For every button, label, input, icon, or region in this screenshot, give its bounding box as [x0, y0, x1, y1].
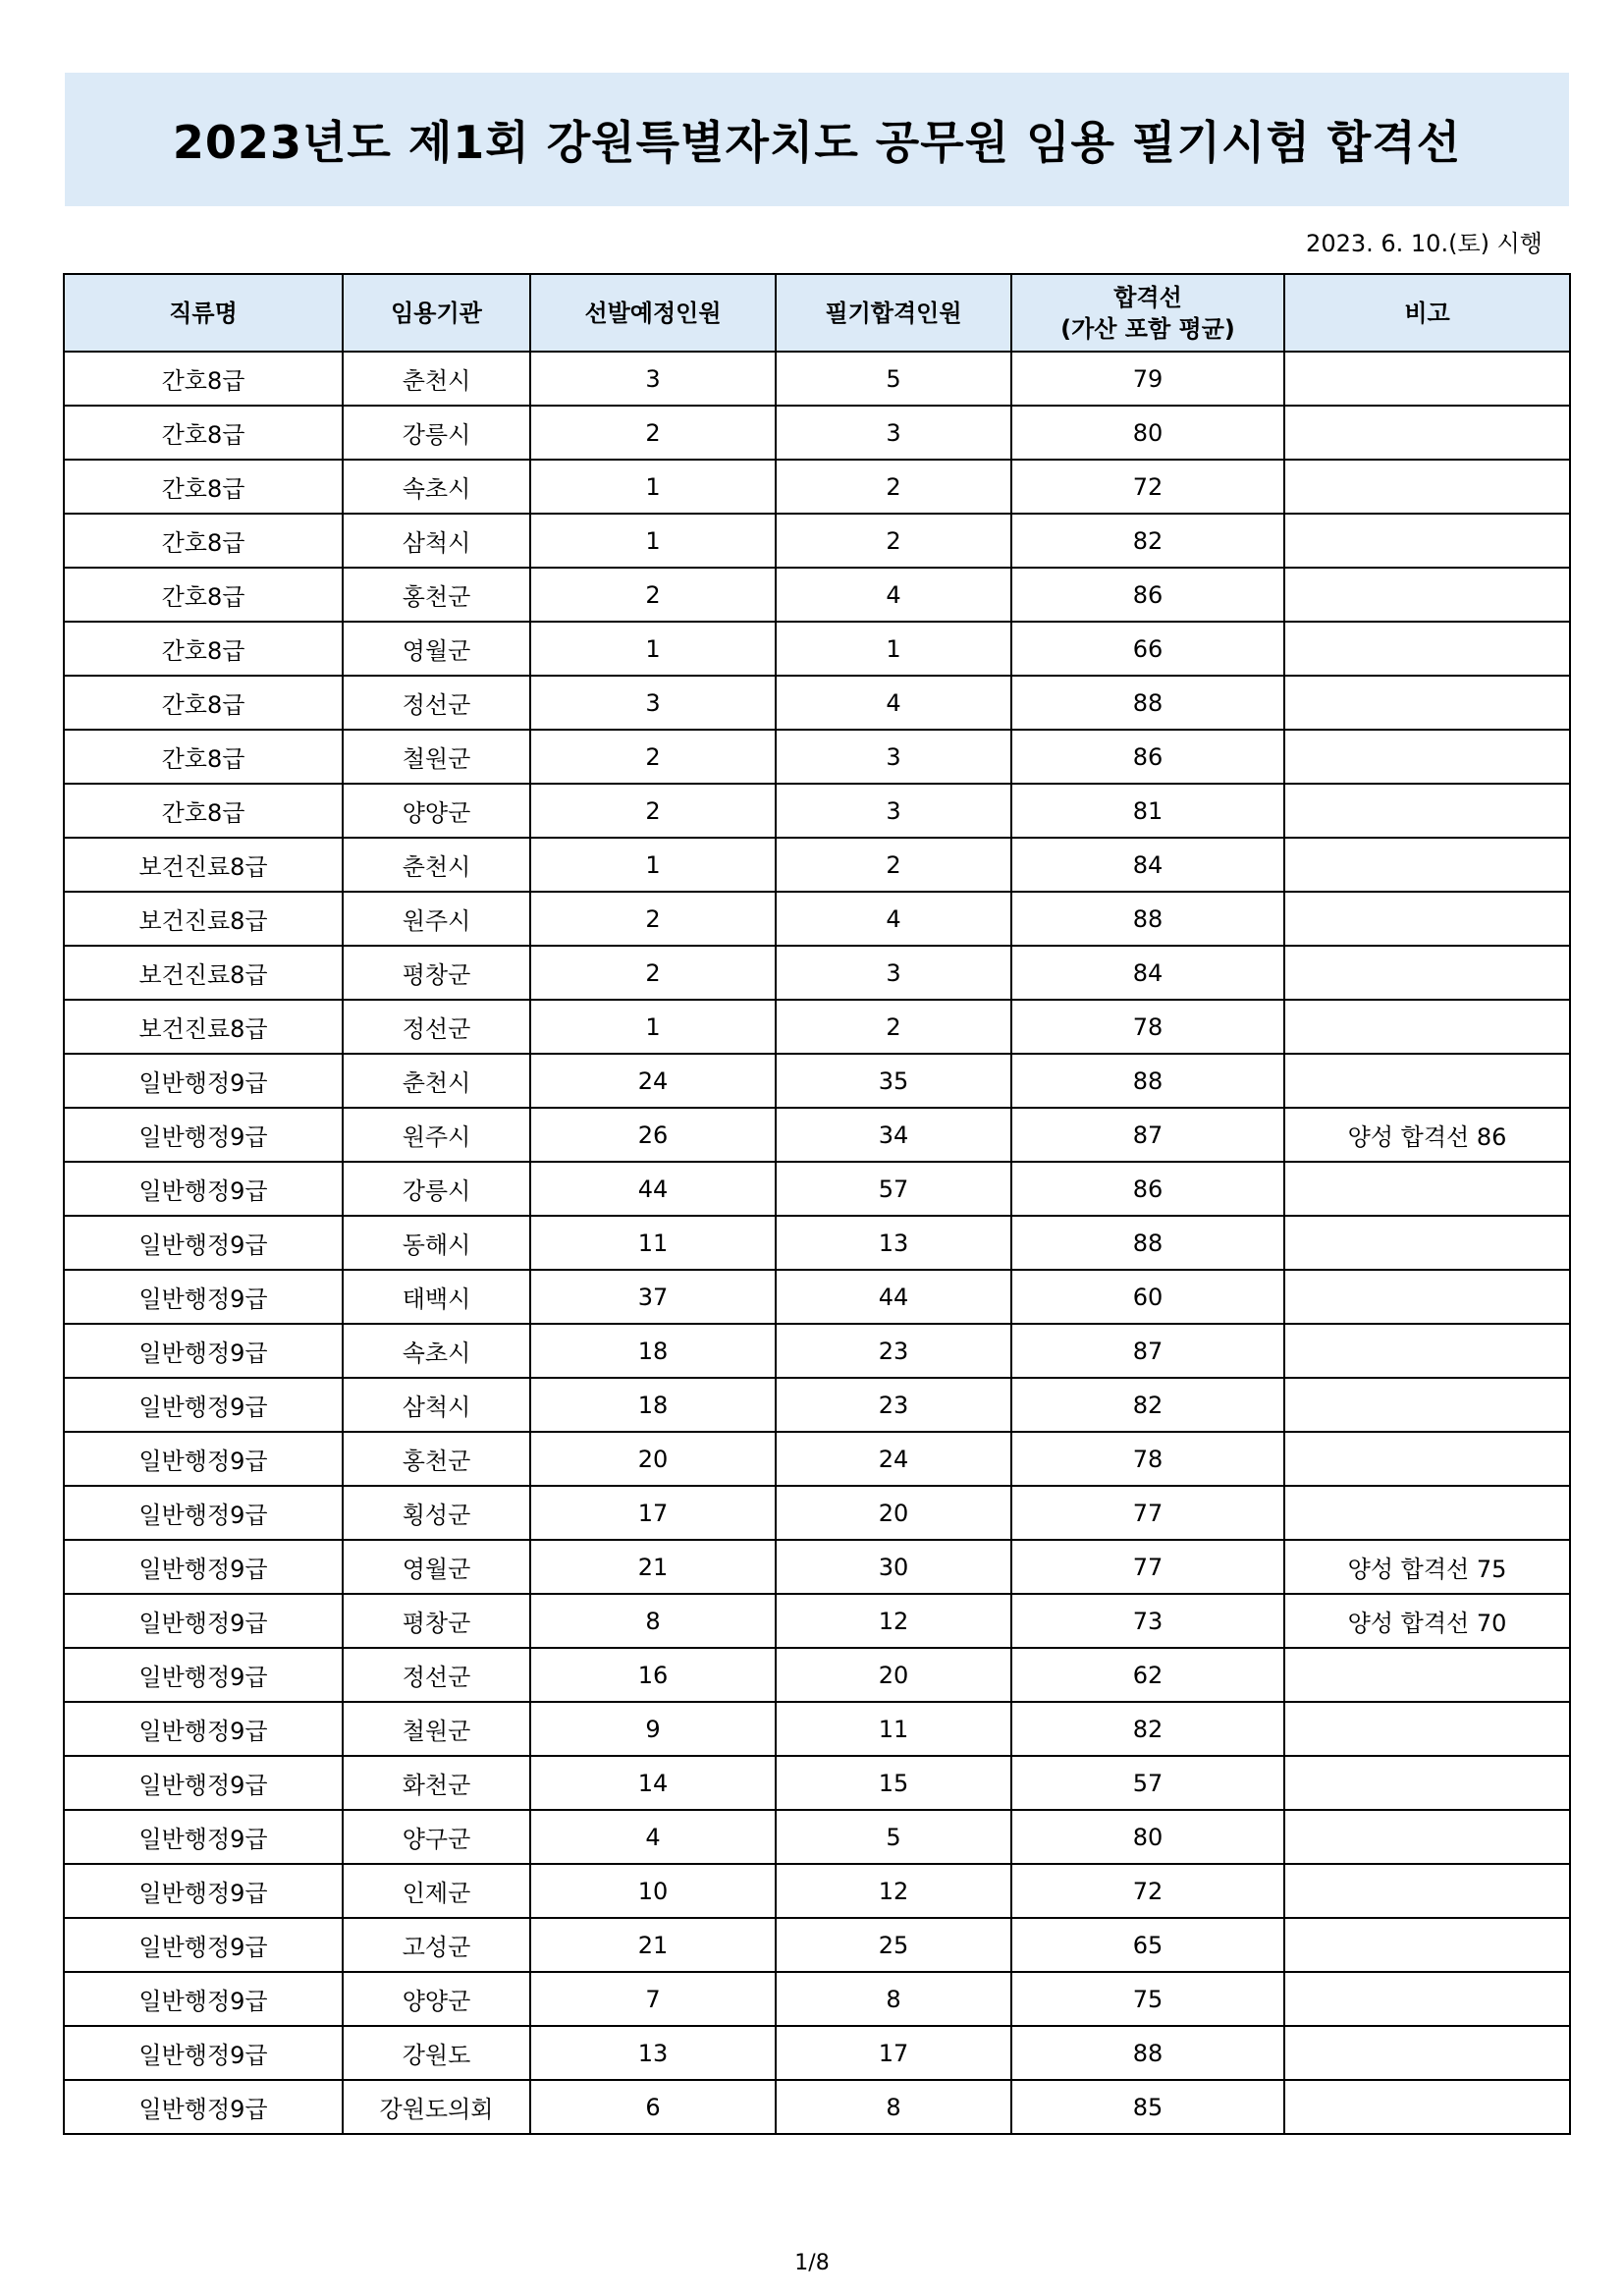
cell-note — [1284, 1432, 1570, 1486]
cell-planned: 2 — [530, 784, 776, 838]
cell-planned: 7 — [530, 1972, 776, 2026]
cell-agency: 횡성군 — [343, 1486, 530, 1540]
cell-agency: 철원군 — [343, 1702, 530, 1756]
cell-planned: 13 — [530, 2026, 776, 2080]
cell-planned: 1 — [530, 1000, 776, 1054]
cell-passed: 1 — [776, 622, 1011, 676]
cell-planned: 1 — [530, 622, 776, 676]
cell-job: 일반행정9급 — [64, 1756, 343, 1810]
cell-agency: 정선군 — [343, 1000, 530, 1054]
table-row — [64, 1648, 1570, 1702]
cell-agency: 인제군 — [343, 1864, 530, 1918]
cell-passed: 2 — [776, 838, 1011, 892]
cell-agency: 영월군 — [343, 1540, 530, 1594]
cell-passed: 4 — [776, 676, 1011, 730]
cell-note — [1284, 2080, 1570, 2134]
cell-job: 일반행정9급 — [64, 1162, 343, 1216]
cell-note — [1284, 1648, 1570, 1702]
cell-cutoff: 77 — [1011, 1486, 1284, 1540]
cell-job: 일반행정9급 — [64, 1540, 343, 1594]
cell-note — [1284, 1972, 1570, 2026]
cell-planned: 11 — [530, 1216, 776, 1270]
cell-job: 간호8급 — [64, 514, 343, 568]
cell-planned: 21 — [530, 1918, 776, 1972]
cell-cutoff: 87 — [1011, 1108, 1284, 1162]
table-row — [64, 1000, 1570, 1054]
cell-cutoff: 84 — [1011, 946, 1284, 1000]
cell-note — [1284, 2026, 1570, 2080]
cell-job: 간호8급 — [64, 784, 343, 838]
cell-note — [1284, 352, 1570, 406]
cell-cutoff: 82 — [1011, 514, 1284, 568]
cell-job: 일반행정9급 — [64, 1594, 343, 1648]
cell-agency: 홍천군 — [343, 1432, 530, 1486]
cell-job: 일반행정9급 — [64, 1648, 343, 1702]
cell-cutoff: 77 — [1011, 1540, 1284, 1594]
cell-job: 일반행정9급 — [64, 1324, 343, 1378]
cell-passed: 11 — [776, 1702, 1011, 1756]
cell-cutoff: 72 — [1011, 460, 1284, 514]
table-row — [64, 676, 1570, 730]
cell-agency: 평창군 — [343, 1594, 530, 1648]
cell-job: 간호8급 — [64, 568, 343, 622]
table-row — [64, 1378, 1570, 1432]
cell-note — [1284, 1216, 1570, 1270]
cell-note — [1284, 676, 1570, 730]
cell-agency: 속초시 — [343, 1324, 530, 1378]
cell-planned: 3 — [530, 676, 776, 730]
cell-passed: 5 — [776, 1810, 1011, 1864]
table-row — [64, 568, 1570, 622]
cell-cutoff: 78 — [1011, 1432, 1284, 1486]
table-row — [64, 730, 1570, 784]
table-row — [64, 1486, 1570, 1540]
cell-passed: 30 — [776, 1540, 1011, 1594]
table-row — [64, 1270, 1570, 1324]
cell-cutoff: 84 — [1011, 838, 1284, 892]
cell-passed: 20 — [776, 1486, 1011, 1540]
cell-passed: 35 — [776, 1054, 1011, 1108]
cell-note — [1284, 1162, 1570, 1216]
page-title: 2023년도 제1회 강원특별자치도 공무원 임용 필기시험 합격선 — [172, 116, 1462, 169]
table-row — [64, 1918, 1570, 1972]
cell-cutoff: 60 — [1011, 1270, 1284, 1324]
header-job: 직류명 — [64, 274, 343, 352]
cell-planned: 6 — [530, 2080, 776, 2134]
cell-cutoff: 62 — [1011, 1648, 1284, 1702]
cell-passed: 24 — [776, 1432, 1011, 1486]
cell-note: 양성 합격선 75 — [1284, 1540, 1570, 1594]
cell-planned: 37 — [530, 1270, 776, 1324]
cell-planned: 20 — [530, 1432, 776, 1486]
cell-passed: 12 — [776, 1864, 1011, 1918]
cell-agency: 철원군 — [343, 730, 530, 784]
cell-agency: 강원도 — [343, 2026, 530, 2080]
cell-note — [1284, 1270, 1570, 1324]
cell-note — [1284, 1864, 1570, 1918]
cell-agency: 화천군 — [343, 1756, 530, 1810]
cell-cutoff: 75 — [1011, 1972, 1284, 2026]
cell-agency: 평창군 — [343, 946, 530, 1000]
cell-cutoff: 85 — [1011, 2080, 1284, 2134]
cell-job: 간호8급 — [64, 406, 343, 460]
table-row — [64, 1756, 1570, 1810]
cell-passed: 2 — [776, 1000, 1011, 1054]
cell-planned: 8 — [530, 1594, 776, 1648]
cell-note — [1284, 784, 1570, 838]
table-body — [64, 352, 1570, 2134]
cell-job: 일반행정9급 — [64, 1378, 343, 1432]
cell-agency: 춘천시 — [343, 352, 530, 406]
table-row — [64, 1162, 1570, 1216]
cell-cutoff: 86 — [1011, 568, 1284, 622]
cell-cutoff: 87 — [1011, 1324, 1284, 1378]
table-row — [64, 1594, 1570, 1648]
cell-note — [1284, 622, 1570, 676]
cell-job: 간호8급 — [64, 622, 343, 676]
table-row — [64, 2026, 1570, 2080]
cell-agency: 홍천군 — [343, 568, 530, 622]
cell-job: 일반행정9급 — [64, 1702, 343, 1756]
cell-cutoff: 65 — [1011, 1918, 1284, 1972]
cell-planned: 26 — [530, 1108, 776, 1162]
cell-agency: 춘천시 — [343, 1054, 530, 1108]
table-row — [64, 892, 1570, 946]
cell-note — [1284, 1918, 1570, 1972]
header-agency: 임용기관 — [343, 274, 530, 352]
header-note: 비고 — [1284, 274, 1570, 352]
header-cutoff-subtitle: (가산 포함 평균) — [1060, 314, 1235, 343]
cell-note: 양성 합격선 70 — [1284, 1594, 1570, 1648]
cell-job: 일반행정9급 — [64, 1972, 343, 2026]
cell-cutoff: 86 — [1011, 730, 1284, 784]
cell-passed: 17 — [776, 2026, 1011, 2080]
cell-note — [1284, 1756, 1570, 1810]
cell-cutoff: 80 — [1011, 1810, 1284, 1864]
header-cutoff-title: 합격선 — [1113, 283, 1182, 311]
cell-agency: 정선군 — [343, 1648, 530, 1702]
cell-job: 일반행정9급 — [64, 1918, 343, 1972]
cell-cutoff: 86 — [1011, 1162, 1284, 1216]
cell-passed: 13 — [776, 1216, 1011, 1270]
cell-note — [1284, 1702, 1570, 1756]
cell-cutoff: 82 — [1011, 1378, 1284, 1432]
cell-job: 보건진료8급 — [64, 892, 343, 946]
table-row — [64, 2080, 1570, 2134]
cell-cutoff: 88 — [1011, 892, 1284, 946]
cell-note — [1284, 1486, 1570, 1540]
cell-job: 보건진료8급 — [64, 838, 343, 892]
cell-planned: 16 — [530, 1648, 776, 1702]
cell-agency: 원주시 — [343, 892, 530, 946]
cell-planned: 2 — [530, 892, 776, 946]
cell-agency: 정선군 — [343, 676, 530, 730]
cell-passed: 3 — [776, 730, 1011, 784]
cell-job: 간호8급 — [64, 460, 343, 514]
cell-job: 일반행정9급 — [64, 1216, 343, 1270]
header-cutoff — [1011, 274, 1284, 352]
cell-cutoff: 88 — [1011, 1216, 1284, 1270]
cell-agency: 강릉시 — [343, 1162, 530, 1216]
cell-job: 일반행정9급 — [64, 1054, 343, 1108]
table-header-row — [64, 274, 1570, 352]
cell-note — [1284, 406, 1570, 460]
cell-agency: 삼척시 — [343, 1378, 530, 1432]
cell-passed: 23 — [776, 1378, 1011, 1432]
table-row — [64, 1864, 1570, 1918]
cell-cutoff: 72 — [1011, 1864, 1284, 1918]
cell-agency: 춘천시 — [343, 838, 530, 892]
cell-note — [1284, 514, 1570, 568]
cell-cutoff: 66 — [1011, 622, 1284, 676]
cell-planned: 14 — [530, 1756, 776, 1810]
cell-note — [1284, 1378, 1570, 1432]
table-row — [64, 406, 1570, 460]
cell-note — [1284, 568, 1570, 622]
cell-note — [1284, 1054, 1570, 1108]
cell-planned: 1 — [530, 838, 776, 892]
cell-agency: 동해시 — [343, 1216, 530, 1270]
cell-cutoff: 88 — [1011, 2026, 1284, 2080]
cell-note — [1284, 838, 1570, 892]
cell-note — [1284, 946, 1570, 1000]
cell-cutoff: 81 — [1011, 784, 1284, 838]
cell-cutoff: 79 — [1011, 352, 1284, 406]
cell-job: 일반행정9급 — [64, 2080, 343, 2134]
cell-job: 일반행정9급 — [64, 2026, 343, 2080]
cell-note — [1284, 892, 1570, 946]
cell-job: 간호8급 — [64, 676, 343, 730]
cell-job: 일반행정9급 — [64, 1270, 343, 1324]
cell-passed: 3 — [776, 784, 1011, 838]
cell-note: 양성 합격선 86 — [1284, 1108, 1570, 1162]
cell-planned: 3 — [530, 352, 776, 406]
cell-agency: 강원도의회 — [343, 2080, 530, 2134]
cell-passed: 8 — [776, 2080, 1011, 2134]
cell-planned: 9 — [530, 1702, 776, 1756]
cell-passed: 2 — [776, 514, 1011, 568]
title-banner — [65, 73, 1569, 206]
cell-job: 일반행정9급 — [64, 1486, 343, 1540]
cell-note — [1284, 730, 1570, 784]
cell-agency: 강릉시 — [343, 406, 530, 460]
cell-job: 간호8급 — [64, 730, 343, 784]
cell-planned: 1 — [530, 514, 776, 568]
cell-passed: 23 — [776, 1324, 1011, 1378]
table-row — [64, 1108, 1570, 1162]
cell-cutoff: 78 — [1011, 1000, 1284, 1054]
cell-passed: 15 — [776, 1756, 1011, 1810]
cell-passed: 34 — [776, 1108, 1011, 1162]
cell-passed: 3 — [776, 946, 1011, 1000]
cell-planned: 21 — [530, 1540, 776, 1594]
table-row — [64, 1972, 1570, 2026]
cell-passed: 3 — [776, 406, 1011, 460]
cell-passed: 44 — [776, 1270, 1011, 1324]
header-planned: 선발예정인원 — [530, 274, 776, 352]
table-row — [64, 622, 1570, 676]
cell-planned: 17 — [530, 1486, 776, 1540]
cell-planned: 2 — [530, 730, 776, 784]
cell-passed: 4 — [776, 568, 1011, 622]
cell-passed: 57 — [776, 1162, 1011, 1216]
cell-planned: 2 — [530, 568, 776, 622]
cell-cutoff: 82 — [1011, 1702, 1284, 1756]
table-row — [64, 352, 1570, 406]
cell-passed: 8 — [776, 1972, 1011, 2026]
cell-job: 일반행정9급 — [64, 1432, 343, 1486]
cell-passed: 25 — [776, 1918, 1011, 1972]
cell-passed: 5 — [776, 352, 1011, 406]
cell-note — [1284, 1324, 1570, 1378]
cell-agency: 속초시 — [343, 460, 530, 514]
cell-planned: 4 — [530, 1810, 776, 1864]
cell-agency: 고성군 — [343, 1918, 530, 1972]
cell-agency: 양구군 — [343, 1810, 530, 1864]
cell-passed: 12 — [776, 1594, 1011, 1648]
exam-date: 2023. 6. 10.(토) 시행 — [1306, 230, 1543, 257]
cell-planned: 2 — [530, 406, 776, 460]
table-row — [64, 946, 1570, 1000]
table-row — [64, 1432, 1570, 1486]
cell-cutoff: 80 — [1011, 406, 1284, 460]
cell-planned: 18 — [530, 1378, 776, 1432]
cell-cutoff: 73 — [1011, 1594, 1284, 1648]
cell-planned: 24 — [530, 1054, 776, 1108]
cell-job: 보건진료8급 — [64, 946, 343, 1000]
cell-job: 보건진료8급 — [64, 1000, 343, 1054]
table-row — [64, 1702, 1570, 1756]
cell-planned: 44 — [530, 1162, 776, 1216]
cell-job: 일반행정9급 — [64, 1108, 343, 1162]
cell-passed: 20 — [776, 1648, 1011, 1702]
results-table — [63, 273, 1571, 2135]
cell-agency: 원주시 — [343, 1108, 530, 1162]
cell-note — [1284, 1000, 1570, 1054]
cell-cutoff: 57 — [1011, 1756, 1284, 1810]
cell-agency: 양양군 — [343, 1972, 530, 2026]
header-passed: 필기합격인원 — [776, 274, 1011, 352]
cell-agency: 양양군 — [343, 784, 530, 838]
table-row — [64, 784, 1570, 838]
cell-note — [1284, 460, 1570, 514]
cell-agency: 태백시 — [343, 1270, 530, 1324]
table-row — [64, 1540, 1570, 1594]
cell-agency: 삼척시 — [343, 514, 530, 568]
page-number: 1/8 — [794, 2251, 830, 2275]
table-row — [64, 838, 1570, 892]
cell-job: 간호8급 — [64, 352, 343, 406]
cell-planned: 1 — [530, 460, 776, 514]
cell-planned: 10 — [530, 1864, 776, 1918]
cell-agency: 영월군 — [343, 622, 530, 676]
table-row — [64, 1324, 1570, 1378]
table-row — [64, 514, 1570, 568]
cell-job: 일반행정9급 — [64, 1810, 343, 1864]
table-row — [64, 460, 1570, 514]
cell-planned: 18 — [530, 1324, 776, 1378]
cell-passed: 4 — [776, 892, 1011, 946]
cell-planned: 2 — [530, 946, 776, 1000]
table-row — [64, 1054, 1570, 1108]
cell-cutoff: 88 — [1011, 676, 1284, 730]
cell-job: 일반행정9급 — [64, 1864, 343, 1918]
table-row — [64, 1216, 1570, 1270]
cell-note — [1284, 1810, 1570, 1864]
cell-passed: 2 — [776, 460, 1011, 514]
table-row — [64, 1810, 1570, 1864]
cell-cutoff: 88 — [1011, 1054, 1284, 1108]
